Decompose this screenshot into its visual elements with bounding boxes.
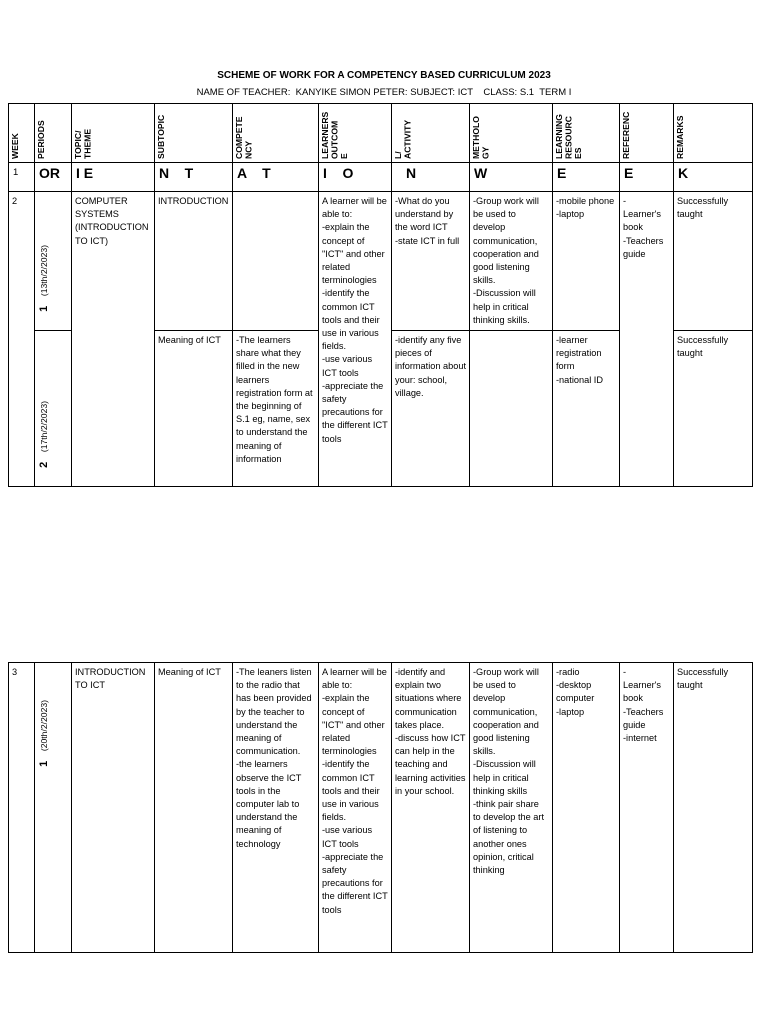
orientation-letter: I O	[319, 163, 392, 192]
competency-cell: -The learners share what they filled in the new learners registration form at the beginning of S.1 eg, name, sex to understand the meaning of information	[233, 331, 319, 487]
activity-cell: -identify any five pieces of information about your: school, village.	[392, 331, 470, 487]
remarks-cell: Successfully taught	[674, 192, 753, 331]
col-outcome: LEARNERS OUTCOM E	[320, 111, 349, 159]
period-label: 1 (20th/2/2023)	[38, 700, 50, 767]
scheme-table-2	[8, 662, 753, 953]
period-cell	[35, 192, 72, 331]
header-row	[9, 104, 753, 163]
orientation-letter: K	[674, 163, 753, 192]
period-label: 2 (17th/2/2023)	[38, 401, 50, 469]
col-methodology: METHOLO GY	[471, 116, 491, 159]
orientation-letter: N T	[155, 163, 233, 192]
outcome-cell: A learner will be able to: -explain the concept of "ICT" and other related terminologies -identify the common ICT tools and their use in various fields. -use various ICT tools -appreciate the safety precautions for the different ICT tools	[319, 663, 392, 953]
scheme-table-1	[8, 103, 753, 487]
col-remarks: REMARKS	[675, 115, 685, 159]
methodology-cell: -Group work will be used to develop communication, cooperation and good listening skills. -Discussion will help in critical thinking skills.	[470, 192, 553, 331]
subtopic-cell: INTRODUCTION	[155, 192, 233, 331]
col-competency: COMPETE NCY	[234, 116, 254, 159]
col-topic: TOPIC/ THEME	[73, 128, 93, 159]
outcome-cell: A learner will be able to: -explain the concept of "ICT" and other related terminologies -identify the common ICT tools and their use in various fields. -use various ICT tools -appreciate the safety precautions for the different ICT tools	[319, 192, 392, 487]
orientation-row	[9, 163, 753, 192]
reference-cell: - Learner's book -Teachers guide -internet	[620, 663, 674, 953]
orientation-letter: E	[620, 163, 674, 192]
remarks-cell: Successfully taught	[674, 331, 753, 487]
period-cell	[35, 331, 72, 487]
document-title: SCHEME OF WORK FOR A COMPETENCY BASED CURRICULUM 2023	[217, 70, 551, 81]
orientation-letter: A T	[233, 163, 319, 192]
orientation-letter: E	[553, 163, 620, 192]
activity-cell: -identify and explain two situations where communication takes place. -discuss how ICT can help in the teaching and learning activities in your school.	[392, 663, 470, 953]
table-row	[9, 192, 753, 331]
table-row	[9, 663, 753, 953]
col-week: WEEK	[10, 133, 20, 159]
col-reference: REFERENC	[621, 111, 631, 159]
reference-cell: - Learner's book -Teachers guide	[620, 192, 674, 487]
week-number: 1	[9, 163, 35, 192]
orientation-letter: W	[470, 163, 553, 192]
subtopic-cell: Meaning of ICT	[155, 331, 233, 487]
methodology-cell: -Group work will be used to develop communication, cooperation and good listening skills. -Discussion will help in critical thinking skills -think pair share to develop the art of listening to another ones opinion, critical thinking	[470, 663, 553, 953]
resources-cell: -learner registration form -national ID	[553, 331, 620, 487]
topic-cell: INTRODUCTION TO ICT	[72, 663, 155, 953]
topic-cell: COMPUTER SYSTEMS (INTRODUCTION TO ICT)	[72, 192, 155, 487]
col-resources: LEARNING RESOURC ES	[554, 114, 583, 159]
col-periods: PERIODS	[36, 120, 46, 159]
remarks-cell: Successfully taught	[674, 663, 753, 953]
period-cell	[35, 663, 72, 953]
activity-cell: -What do you understand by the word ICT -state ICT in full	[392, 192, 470, 331]
competency-cell	[233, 192, 319, 331]
resources-cell: -mobile phone -laptop	[553, 192, 620, 331]
col-subtopic: SUBTOPIC	[156, 114, 166, 159]
period-label: 1 (13th/2/2023)	[38, 245, 50, 313]
orientation-letter: N	[392, 163, 470, 192]
subtopic-cell: Meaning of ICT	[155, 663, 233, 953]
methodology-cell	[470, 331, 553, 487]
competency-cell: -The leaners listen to the radio that has been provided by the teacher to understand the meaning of communication. -the learners observe the ICT tools in the computer lab to understand the meaning of technology	[233, 663, 319, 953]
resources-cell: -radio -desktop computer -laptop	[553, 663, 620, 953]
orientation-letter: I E	[72, 163, 155, 192]
teacher-info: NAME OF TEACHER: KANYIKE SIMON PETER: SUBJECT: ICT CLASS: S.1 TERM I	[196, 87, 572, 98]
week-number: 3	[9, 663, 35, 953]
col-activity: L/ ACTIVITY	[393, 119, 413, 159]
orientation-letter: OR	[35, 163, 72, 192]
week-number: 2	[9, 192, 35, 487]
